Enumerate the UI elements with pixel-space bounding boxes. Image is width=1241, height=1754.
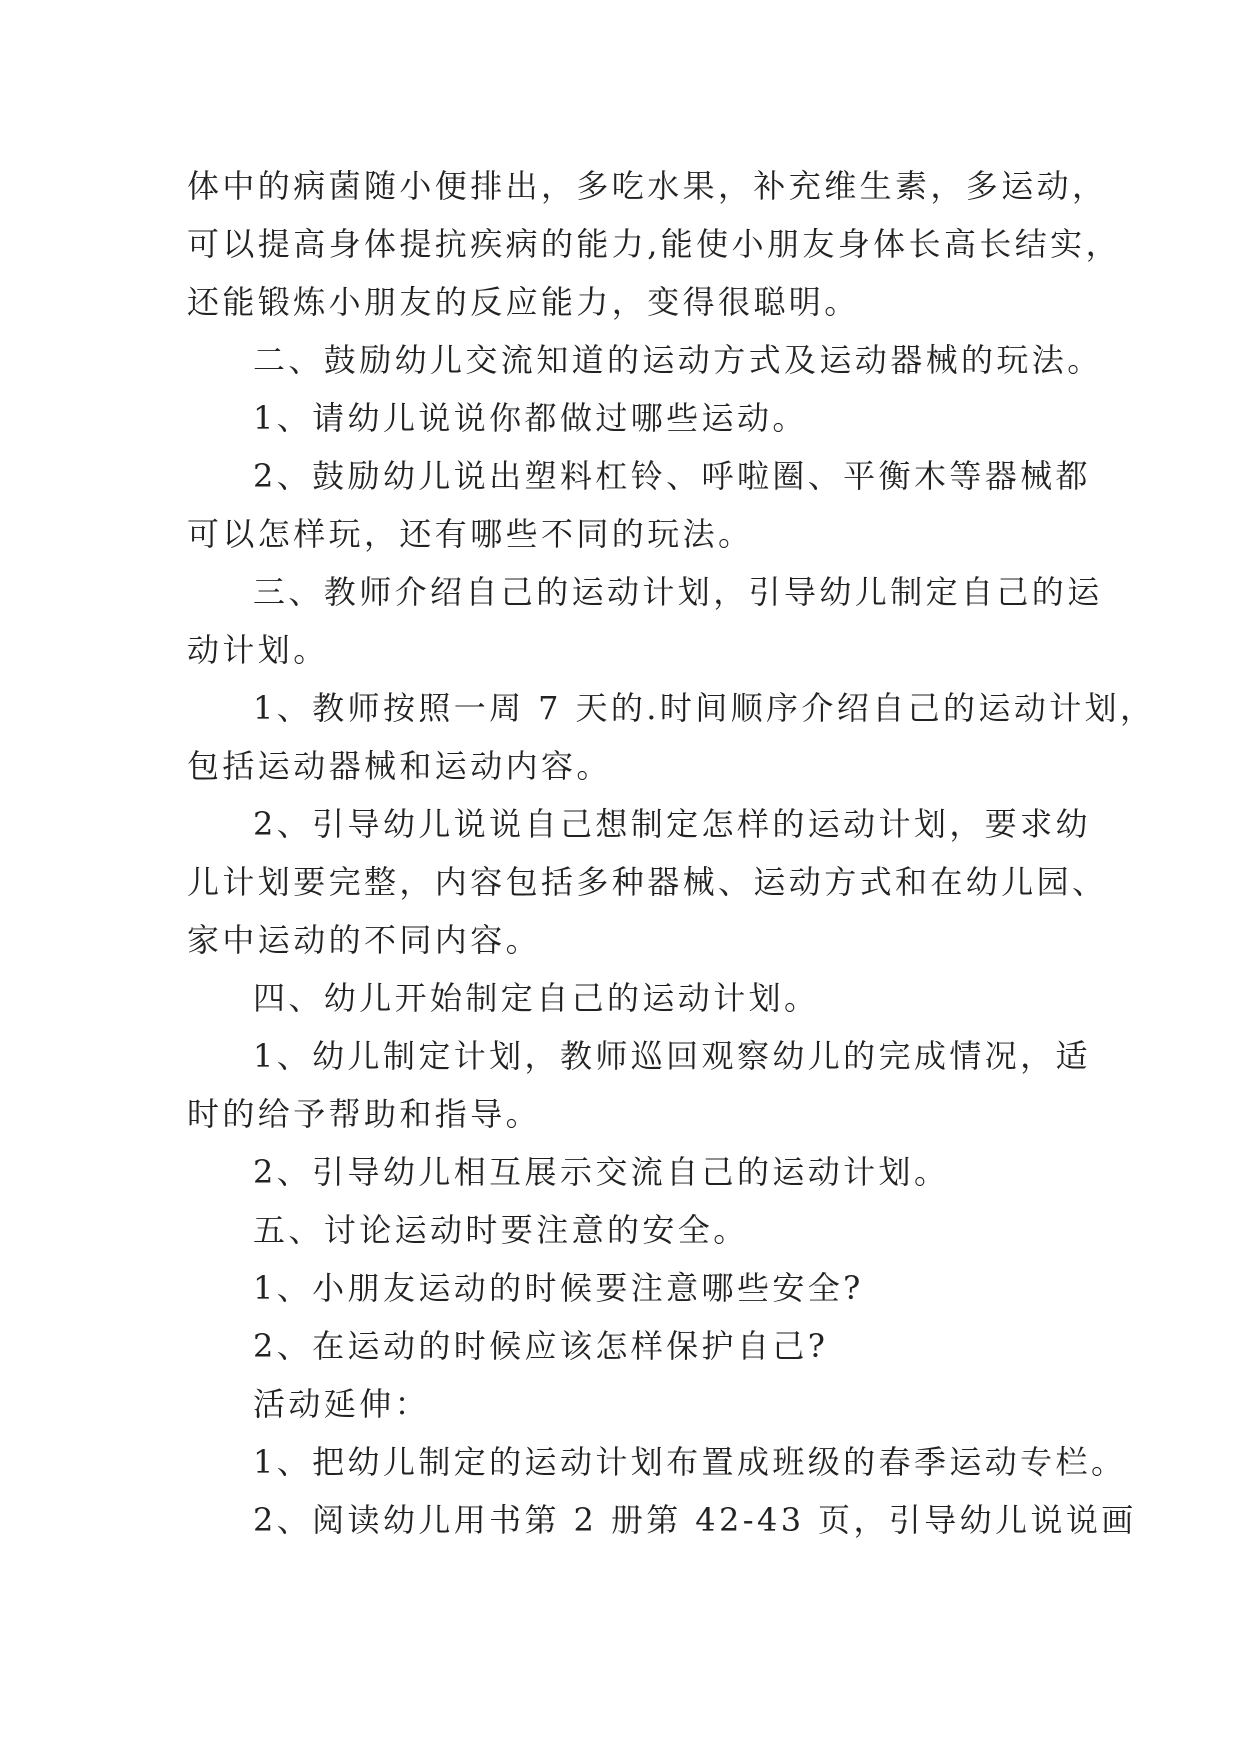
list-item: 1、小朋友运动的时候要注意哪些安全? [253, 1269, 864, 1307]
list-item: 2、引导幼儿相互展示交流自己的运动计划。 [253, 1153, 950, 1191]
section-heading: 二、鼓励幼儿交流知道的运动方式及运动器械的玩法。 [253, 341, 1103, 379]
section-heading: 四、幼儿开始制定自己的运动计划。 [253, 979, 820, 1017]
text-line: 儿计划要完整，内容包括多种器械、运动方式和在幼儿园、 [187, 863, 1108, 901]
section-heading: 五、讨论运动时要注意的安全。 [253, 1211, 749, 1249]
list-item: 2、阅读幼儿用书第 2 册第 42-43 页，引导幼儿说说画 [253, 1501, 1137, 1539]
list-item: 1、幼儿制定计划，教师巡回观察幼儿的完成情况，适 [253, 1037, 1091, 1075]
section-heading: 三、教师介绍自己的运动计划，引导幼儿制定自己的运 [253, 573, 1103, 611]
list-item: 2、鼓励幼儿说出塑料杠铃、呼啦圈、平衡木等器械都 [253, 457, 1091, 495]
section-heading: 活动延伸： [253, 1385, 431, 1423]
list-item: 1、把幼儿制定的运动计划布置成班级的春季运动专栏。 [253, 1443, 1127, 1481]
text-line: 包括运动器械和运动内容。 [187, 747, 612, 785]
text-line: 体中的病菌随小便排出，多吃水果，补充维生素，多运动， [187, 167, 1108, 205]
text-line: 还能锻炼小朋友的反应能力，变得很聪明。 [187, 283, 860, 321]
text-line: 动计划。 [187, 631, 329, 669]
text-line: 家中运动的不同内容。 [187, 921, 542, 959]
text-line: 时的给予帮助和指导。 [187, 1095, 542, 1133]
list-item: 2、在运动的时候应该怎样保护自己? [253, 1327, 829, 1365]
list-item: 2、引导幼儿说说自己想制定怎样的运动计划，要求幼 [253, 805, 1091, 843]
text-line: 可以提高身体提抗疾病的能力,能使小朋友身体长高长结实， [187, 225, 1121, 263]
list-item: 1、教师按照一周 7 天的.时间顺序介绍自己的运动计划， [253, 689, 1156, 727]
list-item: 1、请幼儿说说你都做过哪些运动。 [253, 399, 808, 437]
text-line: 可以怎样玩，还有哪些不同的玩法。 [187, 515, 754, 553]
